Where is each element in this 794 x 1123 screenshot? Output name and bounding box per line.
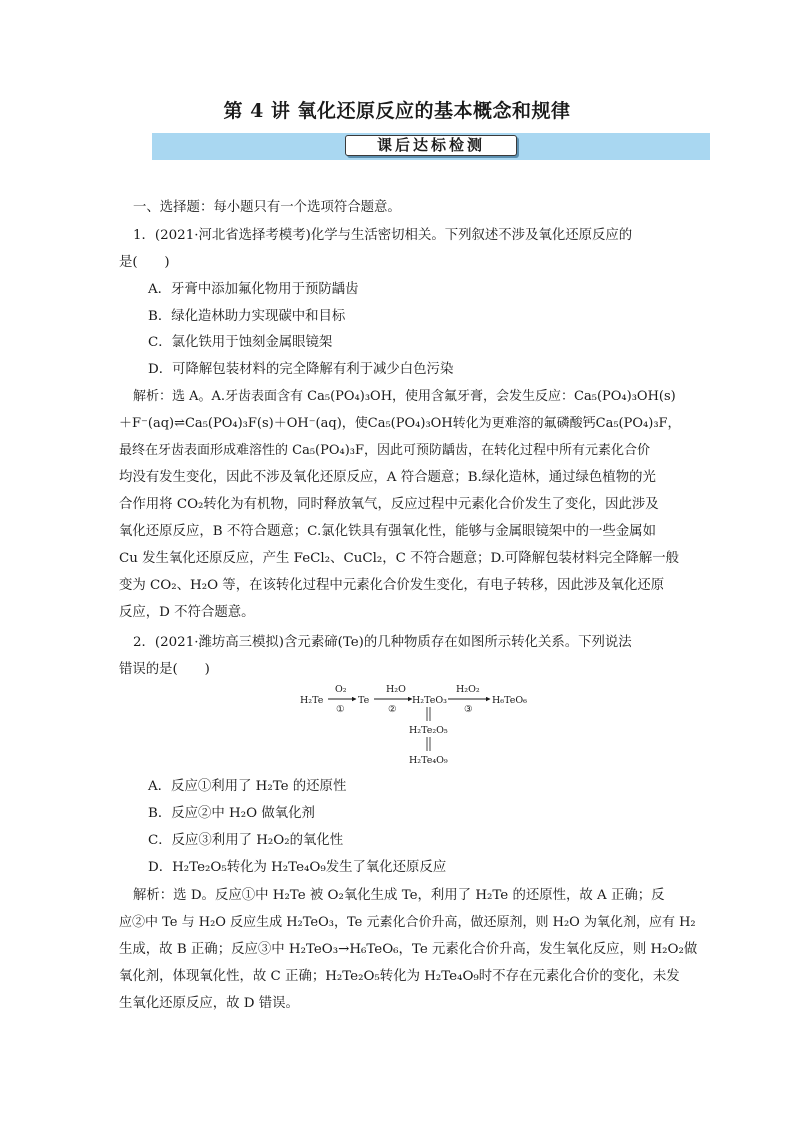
- question-1-option-d: D．可降解包装材料的完全降解有利于减少白色污染: [148, 362, 454, 377]
- question-1-analysis-line-8: 变为 CO₂、H₂O 等，在该转化过程中元素化合价发生变化，有电子转移，因此涉及氧化还原: [119, 578, 665, 593]
- question-1-analysis-line-6: 氧化还原反应，B 不符合题意；C.氯化铁具有强氧化性，能够与金属眼镜架中的一些金属如: [119, 524, 656, 539]
- question-1-analysis-line-4: 均没有发生变化，因此不涉及氧化还原反应，A 符合题意；B.绿化造林，通过绿色植物的光: [119, 470, 656, 485]
- h2teo3-label: H₂TeO₃: [412, 695, 447, 706]
- page-title: 第 4 讲 氧化还原反应的基本概念和规律: [223, 100, 571, 122]
- question-2-analysis-line-5: 生氧化还原反应，故 D 错误。: [119, 996, 299, 1011]
- reaction-1-label: ①: [336, 704, 345, 715]
- question-2-option-d: D．H₂Te₂O₅转化为 H₂Te₄O₉发生了氧化还原反应: [148, 860, 447, 875]
- reaction-3-label: ③: [464, 704, 473, 715]
- te-label: Te: [358, 695, 370, 706]
- question-2-analysis-line-2: 应②中 Te 与 H₂O 反应生成 H₂TeO₃，Te 元素化合价升高，做还原剂，则 H₂O 为氧化剂，应有 H₂: [119, 915, 696, 930]
- o2-label: O₂: [335, 684, 347, 695]
- question-1-option-c: C．氯化铁用于蚀刻金属眼镜架: [148, 335, 333, 350]
- question-1-analysis-line-9: 反应，D 不符合题意。: [119, 605, 255, 620]
- question-2-analysis-line-3: 生成，故 B 正确；反应③中 H₂TeO₃→H₆TeO₆，Te 元素化合价升高，发生氧化反应，则 H₂O₂做: [119, 942, 698, 957]
- h2te2o5-label: H₂Te₂O₅: [409, 725, 448, 736]
- question-2-analysis-line-1: 解析：选 D。反应①中 H₂Te 被 O₂氧化生成 Te，利用了 H₂Te 的还原性，故 A 正确；反: [133, 888, 665, 903]
- question-2-option-a: A．反应①利用了 H₂Te 的还原性: [148, 779, 347, 794]
- h2te4o9-label: H₂Te₄O₉: [409, 755, 448, 766]
- question-1-option-a: A．牙膏中添加氟化物用于预防龋齿: [148, 282, 359, 297]
- question-2-stem-line-1: 2．(2021·潍坊高三模拟)含元素碲(Te)的几种物质存在如图所示转化关系。下列说法: [133, 635, 632, 650]
- banner-label: 课后达标检测: [345, 135, 517, 156]
- section-banner: [152, 133, 710, 160]
- question-2-analysis-line-4: 氧化剂，体现氧化性，故 C 正确；H₂Te₂O₅转化为 H₂Te₄O₉时不存在元素化合价的变化，未发: [119, 969, 680, 984]
- question-1-analysis-line-3: 最终在牙齿表面形成难溶性的 Ca₅(PO₄)₃F，因此可预防龋齿，在转化过程中所有元素化合价: [119, 443, 651, 458]
- h2te-label: H₂Te: [300, 695, 324, 706]
- question-1-analysis-line-7: Cu 发生氧化还原反应，产生 FeCl₂、CuCl₂，C 不符合题意；D.可降解包装材料完全降解一般: [119, 551, 680, 566]
- question-1-option-b: B．绿化造林助力实现碳中和目标: [148, 309, 346, 324]
- question-2-option-c: C．反应③利用了 H₂O₂的氧化性: [148, 833, 344, 848]
- question-1-analysis-line-5: 合作用将 CO₂转化为有机物，同时释放氧气，反应过程中元素化合价发生了变化，因此涉及: [119, 497, 659, 512]
- reaction-2-label: ②: [388, 704, 397, 715]
- h2o-label: H₂O: [386, 684, 406, 695]
- h6teo6-label: H₆TeO₆: [492, 695, 527, 706]
- question-1-stem-line-2: 是( ): [119, 255, 170, 270]
- question-1-analysis-line-2: ＋F⁻(aq)⇌Ca₅(PO₄)₃F(s)＋OH⁻(aq)，使Ca₅(PO₄)₃OH转化为更难溶的氟磷酸钙Ca₅(PO₄)₃F，: [119, 416, 681, 431]
- h2o2-label: H₂O₂: [456, 684, 480, 695]
- question-2-stem-line-2: 错误的是( ): [119, 662, 210, 677]
- section-heading: 一、选择题：每小题只有一个选项符合题意。: [133, 200, 401, 215]
- question-2-option-b: B．反应②中 H₂O 做氧化剂: [148, 806, 315, 821]
- question-1-analysis-line-1: 解析：选 A。A.牙齿表面含有 Ca₅(PO₄)₃OH，使用含氟牙膏，会发生反应：Ca₅(PO₄)₃OH(s): [133, 389, 676, 404]
- tellurium-conversion-diagram: [298, 655, 538, 771]
- question-1-stem-line-1: 1．(2021·河北省选择考模考)化学与生活密切相关。下列叙述不涉及氧化还原反应的: [133, 228, 633, 243]
